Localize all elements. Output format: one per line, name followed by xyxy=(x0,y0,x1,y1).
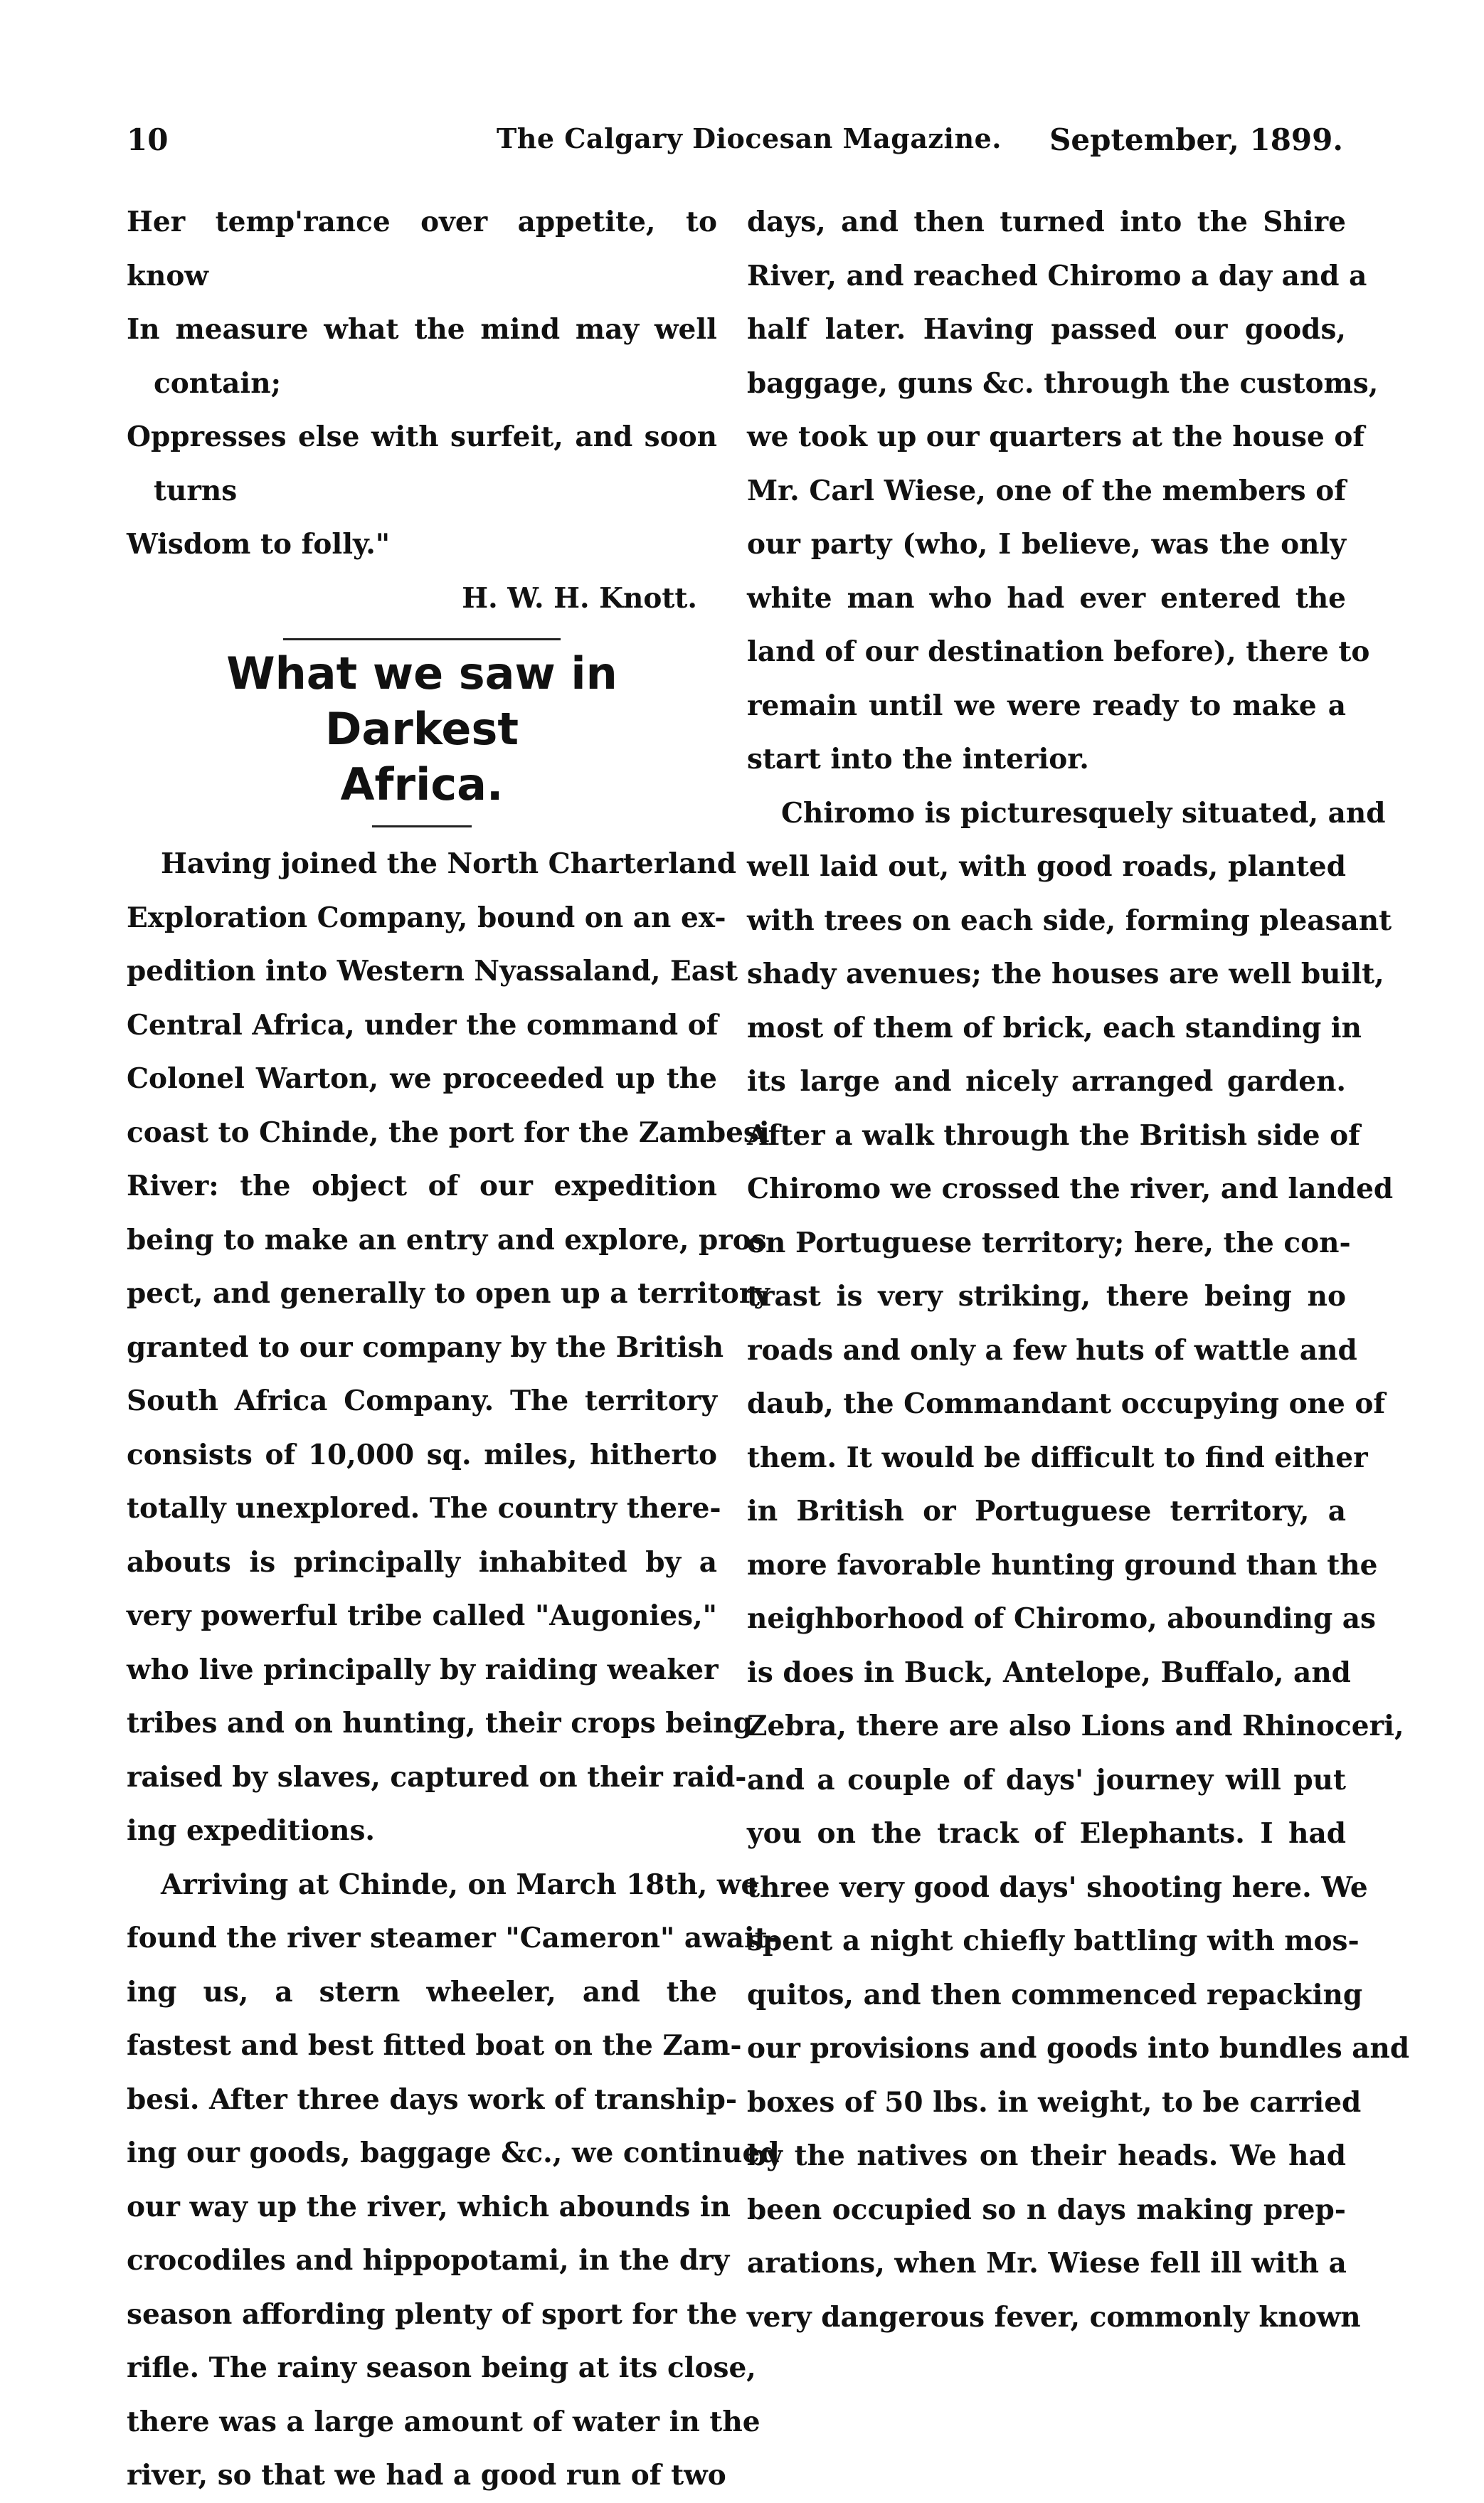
text-line: days, and then turned into the Shire xyxy=(747,206,1346,238)
poem-line: Oppresses else with surfeit, and soon xyxy=(127,420,717,453)
text-line: our party (who, I believe, was the only xyxy=(747,528,1346,561)
text-line: tribes and on hunting, their crops being xyxy=(127,1707,753,1740)
title-rule-bottom xyxy=(372,825,472,827)
text-line: pedition into Western Nyassaland, East xyxy=(127,955,738,988)
text-line: daub, the Commandant occupying one of xyxy=(747,1387,1386,1420)
text-line: very dangerous fever, commonly known xyxy=(747,2300,1361,2334)
text-line: pect, and generally to open up a territory xyxy=(127,1277,770,1310)
article-title-line: Africa. xyxy=(340,758,504,810)
text-line: Colonel Warton, we proceeded up the xyxy=(127,1062,717,1095)
text-line: boxes of 50 lbs. in weight, to be carried xyxy=(747,2085,1362,2119)
page-header xyxy=(127,122,1343,172)
text-line: more favorable hunting ground than the xyxy=(747,1548,1378,1582)
title-rule-top xyxy=(283,638,561,640)
text-line: River, and reached Chiromo a day and a xyxy=(747,259,1367,292)
text-line: and a couple of days' journey will put xyxy=(747,1763,1346,1796)
text-line: our way up the river, which abounds in xyxy=(127,2190,731,2223)
text-line: there was a large amount of water in the xyxy=(127,2405,760,2438)
text-line: Exploration Company, bound on an ex- xyxy=(127,901,726,934)
text-line: South Africa Company. The territory xyxy=(127,1385,717,1417)
text-line: totally unexplored. The country there- xyxy=(127,1492,721,1525)
text-line: remain until we were ready to make a xyxy=(747,689,1346,722)
text-line: very powerful tribe called "Augonies," xyxy=(127,1599,717,1632)
text-line: start into the interior. xyxy=(747,743,1089,776)
text-line: spent a night chiefly battling with mos- xyxy=(747,1925,1360,1957)
text-line: river, so that we had a good run of two xyxy=(127,2459,726,2492)
article-paragraph-2 xyxy=(127,1858,780,2503)
text-line: three very good days' shooting here. We xyxy=(747,1870,1368,1904)
issue-date: September, 1899. xyxy=(1049,122,1343,157)
text-line: granted to our company by the British xyxy=(127,1330,724,1364)
text-line: Mr. Carl Wiese, one of the members of xyxy=(747,474,1346,507)
text-line: shady avenues; the houses are well built, xyxy=(747,958,1384,990)
left-column xyxy=(127,196,780,2503)
text-line: Zebra, there are also Lions and Rhinoceri, xyxy=(747,1710,1404,1742)
text-line: fastest and best fitted boat on the Zam- xyxy=(127,2029,742,2062)
text-line: Chiromo is picturesquely situated, and xyxy=(781,796,1386,830)
text-line: being to make an entry and explore, pros xyxy=(127,1223,767,1256)
text-line: River: the object of our expedition xyxy=(127,1170,717,1202)
text-line: them. It would be difficult to find either xyxy=(747,1441,1368,1474)
text-line: consists of 10,000 sq. miles, hitherto xyxy=(127,1438,717,1471)
poem-line: In measure what the mind may well xyxy=(127,313,717,346)
poem-line: Wisdom to folly." xyxy=(127,528,391,561)
text-line: is does in Buck, Antelope, Buffalo, and xyxy=(747,1656,1351,1689)
text-line: ing our goods, baggage &c., we continued xyxy=(127,2137,780,2169)
text-line: trast is very striking, there being no xyxy=(747,1280,1346,1313)
text-line: coast to Chinde, the port for the Zambesi xyxy=(127,1116,770,1149)
right-column xyxy=(747,196,1410,2344)
text-line: Central Africa, under the command of xyxy=(127,1008,719,1042)
text-line: well laid out, with good roads, planted xyxy=(747,850,1346,883)
text-line: in British or Portuguese territory, a xyxy=(747,1495,1346,1528)
page-number: 10 xyxy=(127,122,169,157)
poem-line: contain; xyxy=(154,366,281,400)
poem-author: H. W. H. Knott. xyxy=(462,581,697,615)
text-line: land of our destination before), there to xyxy=(747,635,1370,668)
text-line: been occupied so n days making prep- xyxy=(747,2193,1346,2226)
text-line: ing us, a stern wheeler, and the xyxy=(127,1975,717,2009)
text-line: ing expeditions. xyxy=(127,1814,375,1847)
text-line: baggage, guns &c. through the customs, xyxy=(747,366,1379,400)
text-line: we took up our quarters at the house of xyxy=(747,420,1365,453)
article-paragraph-3 xyxy=(747,196,1379,787)
text-line: raised by slaves, captured on their raid- xyxy=(127,1760,747,1794)
text-line: you on the track of Elephants. I had xyxy=(747,1817,1346,1850)
article-paragraph-1 xyxy=(127,837,770,1858)
text-line: rifle. The rainy season being at its close, xyxy=(127,2351,756,2384)
text-line: Having joined the North Charterland xyxy=(161,847,736,880)
poem-line: Her temp'rance over appetite, to know xyxy=(127,206,717,292)
text-line: After a walk through the British side of xyxy=(747,1118,1360,1152)
text-line: with trees on each side, forming pleasant xyxy=(747,904,1392,937)
text-line: quitos, and then commenced repacking xyxy=(747,1978,1363,2011)
text-line: Chiromo we crossed the river, and landed xyxy=(747,1173,1394,1205)
text-line: abouts is principally inhabited by a xyxy=(127,1545,717,1579)
text-line: crocodiles and hippopotami, in the dry xyxy=(127,2244,730,2277)
text-line: white man who had ever entered the xyxy=(747,581,1346,615)
magazine-title: The Calgary Diocesan Magazine. xyxy=(497,122,1002,154)
article-title xyxy=(127,646,717,813)
article-title-line: What we saw in Darkest xyxy=(226,647,618,755)
poem-excerpt xyxy=(127,196,717,625)
article-paragraph-4 xyxy=(747,787,1410,2345)
text-line: found the river steamer "Cameron" await- xyxy=(127,1922,779,1954)
text-line: Arriving at Chinde, on March 18th, we xyxy=(161,1868,759,1901)
text-line: neighborhood of Chiromo, abounding as xyxy=(747,1602,1377,1635)
text-line: besi. After three days work of tranship- xyxy=(127,2083,738,2116)
text-line: arations, when Mr. Wiese fell ill with a xyxy=(747,2247,1347,2280)
poem-line: turns xyxy=(154,474,238,507)
text-line: our provisions and goods into bundles and xyxy=(747,2032,1410,2065)
text-line: on Portuguese territory; here, the con- xyxy=(747,1226,1351,1259)
text-line: most of them of brick, each standing in xyxy=(747,1011,1362,1044)
text-line: who live principally by raiding weaker xyxy=(127,1653,719,1686)
text-line: roads and only a few huts of wattle and xyxy=(747,1333,1357,1367)
text-line: its large and nicely arranged garden. xyxy=(747,1065,1346,1098)
text-line: half later. Having passed our goods, xyxy=(747,313,1346,346)
text-line: season affording plenty of sport for the xyxy=(127,2297,738,2331)
text-line: by the natives on their heads. We had xyxy=(747,2139,1346,2172)
